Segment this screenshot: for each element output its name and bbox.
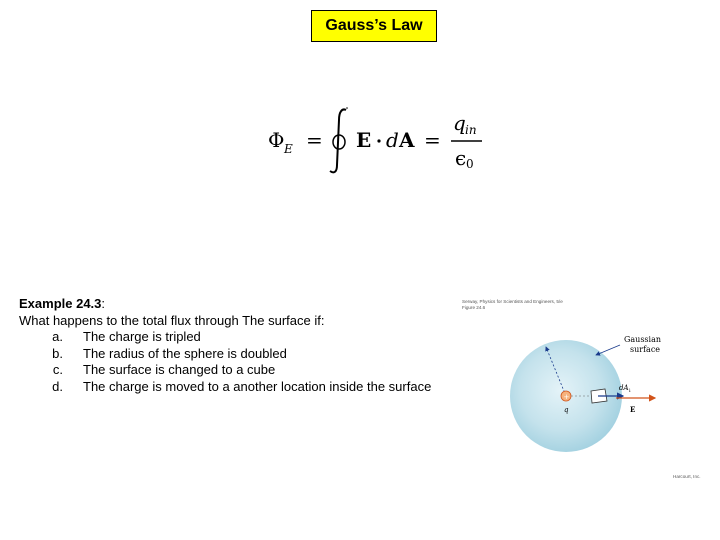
dot-product (377, 139, 380, 142)
area-vector-A: A (399, 128, 415, 152)
example-question: What happens to the total flux through The surface if: (19, 312, 325, 328)
equals-sign-2: = (424, 128, 441, 152)
list-item-text: The radius of the sphere is doubled (83, 345, 287, 361)
gaussian-surface-label-2: surface (630, 345, 661, 354)
area-element-label: dA (619, 384, 629, 392)
list-item-letter: a. (52, 329, 63, 344)
denominator-epsilon: ϵ (455, 146, 467, 170)
field-vector-E: E (356, 128, 372, 152)
list-item-letter: d. (52, 378, 63, 394)
numerator-subscript: in (465, 123, 477, 137)
list-item-text: The charge is tripled (83, 329, 201, 344)
list-item-letter: b. (52, 345, 63, 361)
pointer-line (596, 345, 620, 355)
slide-title: Gauss’s Law (311, 10, 437, 42)
gauss-law-equation (262, 100, 492, 180)
flux-subscript: E (284, 142, 293, 156)
list-item (19, 362, 479, 379)
gaussian-surface-label-1: Gaussian (624, 335, 662, 344)
area-element-subscript: i (629, 388, 631, 394)
figure-caption: Serway, Physics for Scientists and Engineers, 5/e Figure 24.6 (462, 299, 563, 310)
numerator-q: q (453, 111, 466, 135)
example-label: Example 24.3 (19, 296, 102, 311)
equals-sign-1: = (306, 128, 323, 152)
figure-copyright: Harcourt, Inc. (673, 474, 701, 479)
list-item (19, 346, 479, 363)
gaussian-sphere-diagram (458, 295, 720, 485)
example-block (19, 296, 479, 395)
list-item-letter: c. (52, 362, 63, 377)
charge-label: q (564, 406, 569, 414)
answer-list (19, 329, 479, 395)
denominator-subscript: 0 (466, 157, 474, 171)
list-item (19, 379, 479, 396)
gaussian-sphere-figure (458, 295, 720, 485)
list-item (19, 329, 479, 346)
charge-sign: + (563, 393, 570, 401)
example-heading (19, 296, 479, 313)
list-item-text: The charge is moved to a another location inside the surface (83, 378, 432, 394)
field-label: E (630, 405, 636, 414)
list-item-text: The surface is changed to a cube (83, 362, 276, 377)
flux-symbol: Φ (268, 128, 285, 152)
example-colon: : (101, 296, 106, 311)
differential-d: d (386, 128, 399, 152)
